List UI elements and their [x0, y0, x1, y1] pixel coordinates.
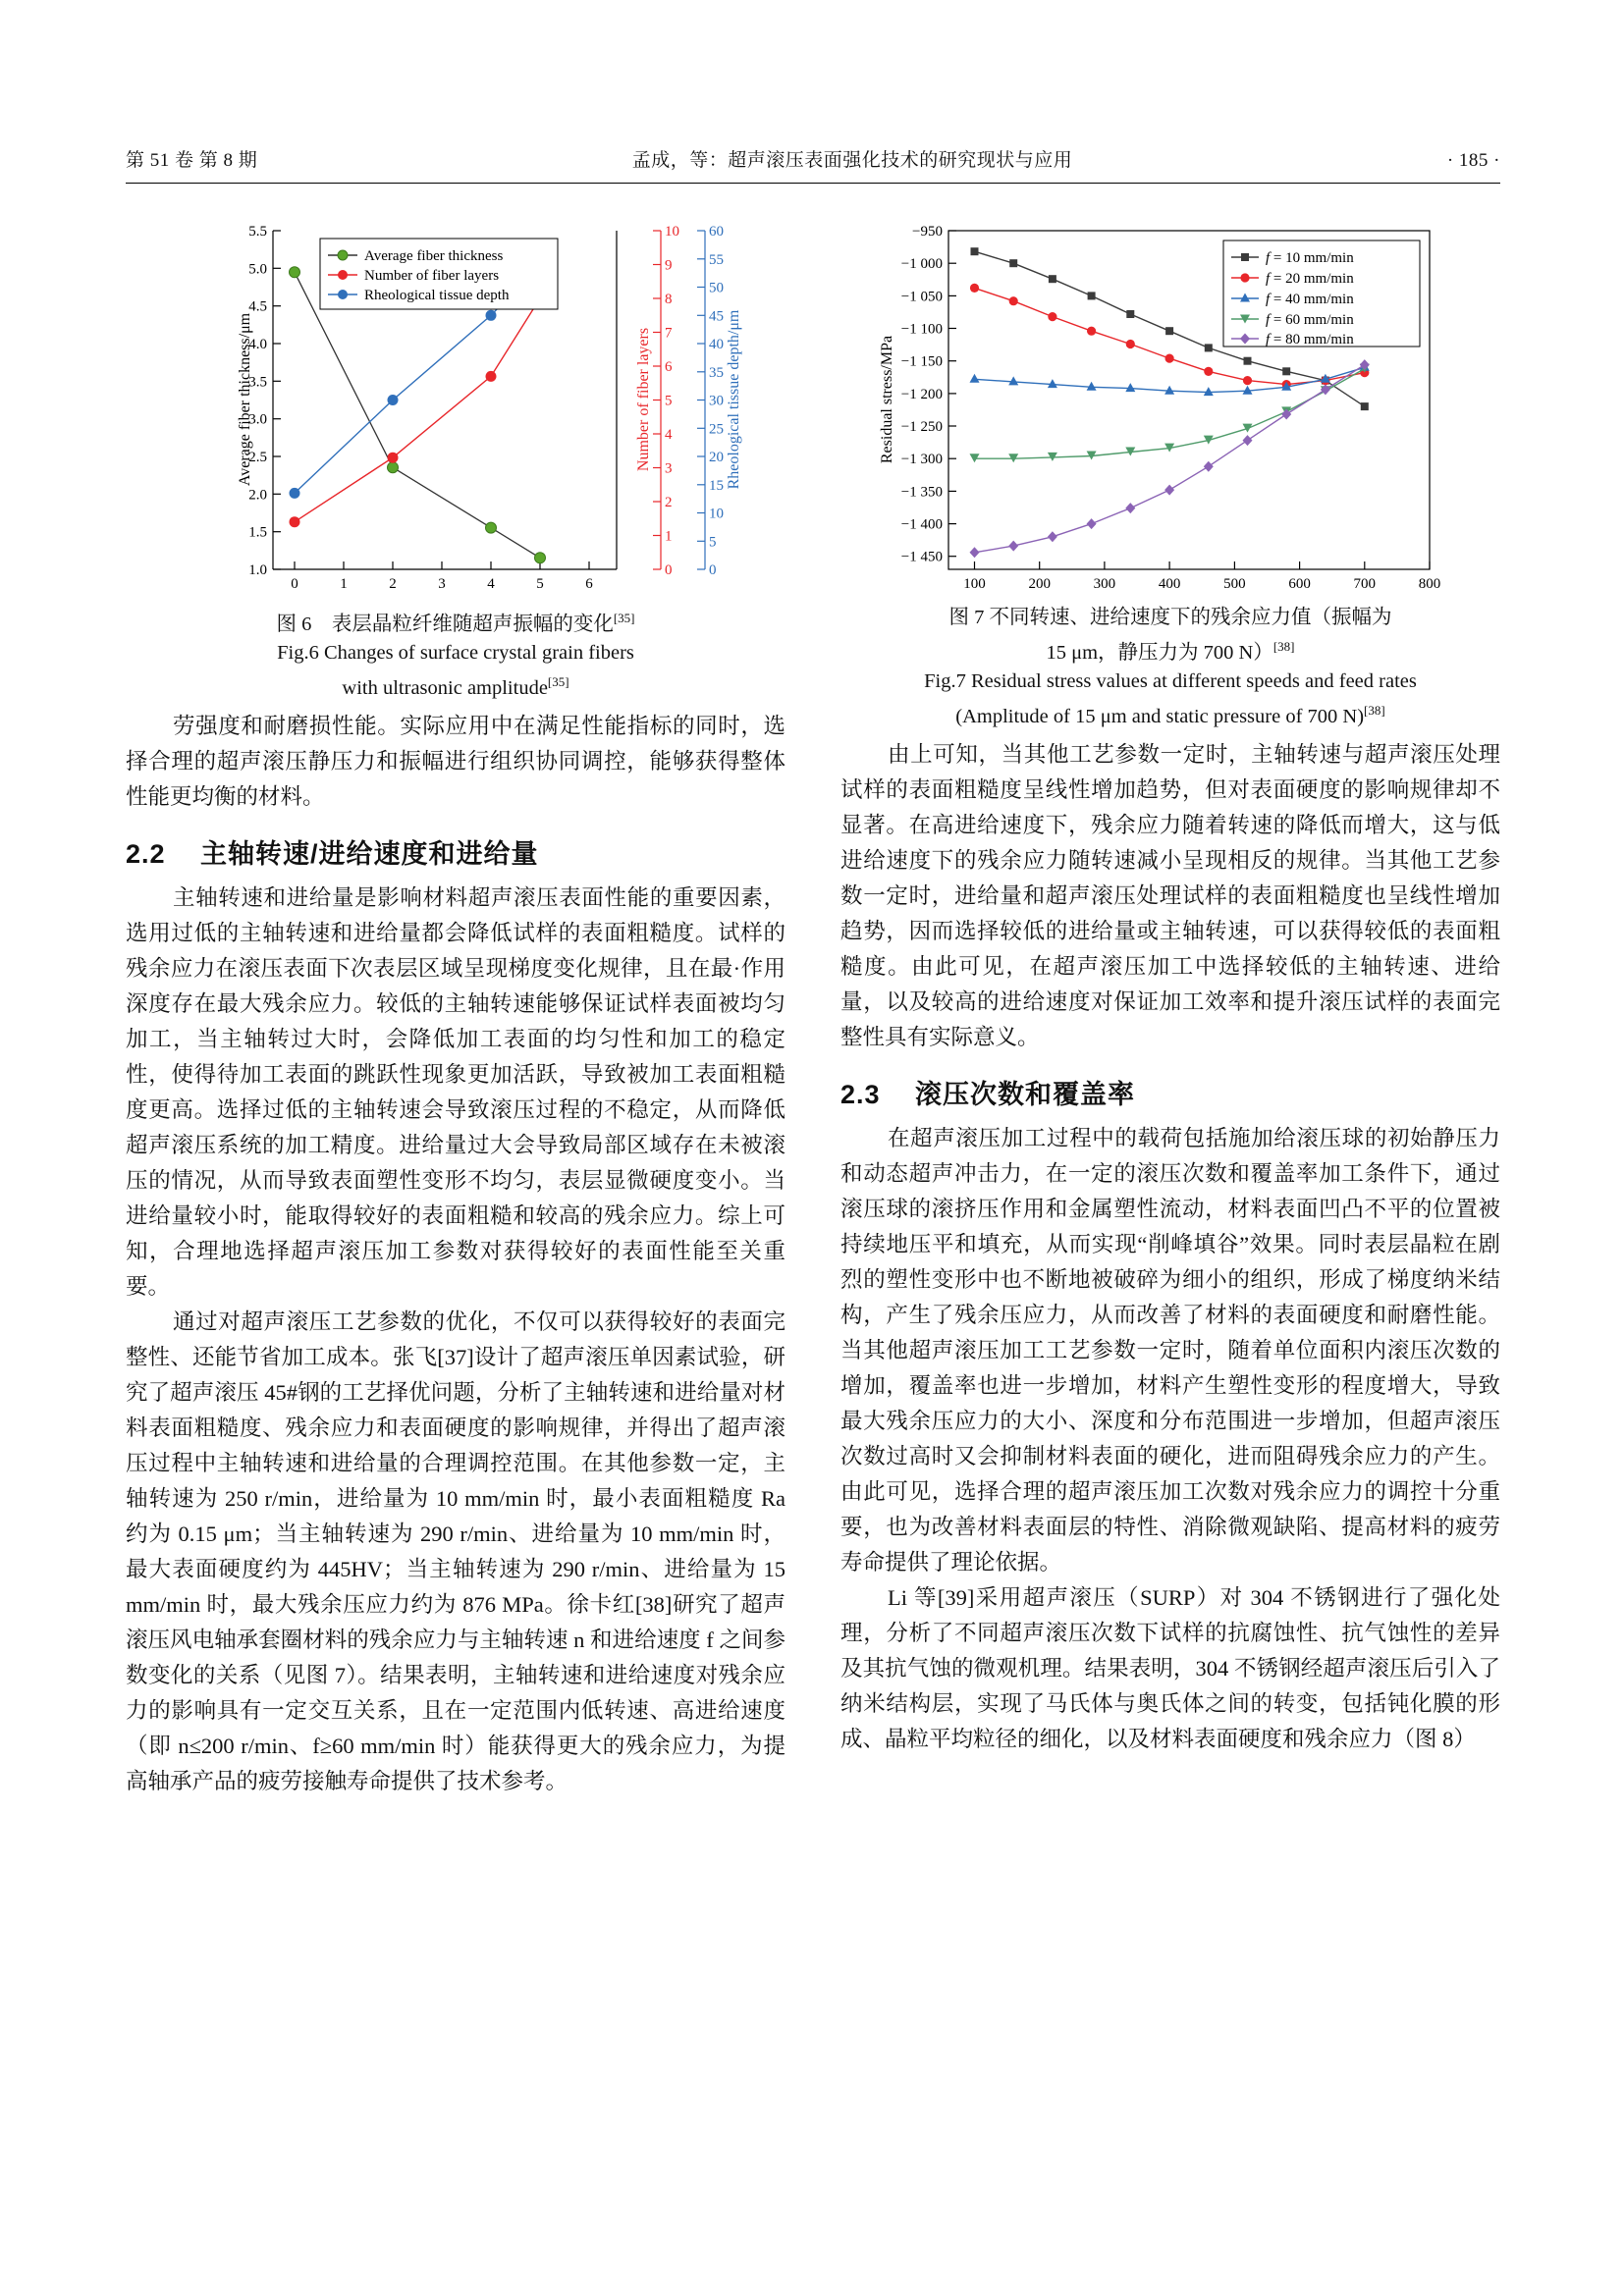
header-title: 孟成，等：超声滚压表面强化技术的研究现状与应用	[631, 150, 1073, 171]
svg-text:−1 000: −1 000	[900, 256, 943, 273]
svg-text:200: 200	[1028, 576, 1051, 592]
svg-text:Number of fiber layers: Number of fiber layers	[635, 327, 652, 472]
svg-text:800: 800	[1418, 576, 1441, 592]
svg-text:7: 7	[665, 325, 673, 342]
svg-text:Average fiber thickness: Average fiber thickness	[364, 248, 504, 264]
section-2-3-title: 滚压次数和覆盖率	[915, 1079, 1135, 1109]
right-para-2: 在超声滚压加工过程中的载荷包括施加给滚压球的初始静压力和动态超声冲击力，在一定的滚压次数和覆盖率加工条件下，通过滚压球的滚挤压作用和金属塑性流动，材料表面凹凸不平的位置被持续地压平和填充，从而实现“削峰填谷”效果。同时表层晶粒在剧烈的塑性变形中也不断地被破碎为细小的组织，形成了梯度纳米结构，产生了残余压应力，从而改善了材料的表面硬度和耐磨性能。当其他超声滚压加工工艺参数一定时，随着单位面积内滚压次数的增加，覆盖率也进一步增加，材料产生塑性变形的程度增大，导致最大残余压应力的大小、深度和分布范围进一步增加，但超声滚压次数过高时又会抑制材料表面的硬化，进而阻碍残余应力的产生。由此可见，选择合理的超声滚压加工次数对残余应力的调控十分重要，也为改善材料表面层的特性、消除微观缺陷、提高材料的疲劳寿命提供了理论依据。	[840, 1125, 1500, 1575]
svg-text:9: 9	[665, 257, 673, 274]
svg-text:55: 55	[709, 251, 724, 268]
svg-text:6: 6	[585, 576, 593, 592]
figure-6-caption	[126, 604, 785, 703]
figure-6-caption-cn-ref: [35]	[613, 611, 635, 625]
figure-6-caption-en-ref: [35]	[547, 673, 569, 689]
figure-6	[126, 201, 785, 703]
figure-7-chart	[840, 201, 1500, 594]
svg-text:−1 450: −1 450	[900, 549, 943, 565]
figure-6-caption-en-1: Fig.6 Changes of surface crystal grain fibers	[277, 641, 634, 664]
svg-text:Rheological tissue depth: Rheological tissue depth	[364, 288, 510, 303]
svg-text:3: 3	[438, 576, 446, 592]
figure-7-caption	[840, 604, 1500, 731]
svg-text:8: 8	[665, 292, 673, 307]
svg-text:700: 700	[1353, 576, 1377, 592]
svg-text:3: 3	[665, 460, 673, 477]
svg-text:1: 1	[340, 576, 348, 592]
header-volume: 第 51 卷 第 8 期	[126, 150, 258, 171]
figure-7-caption-en-2: (Amplitude of 15 μm and static pressure of 700 N)	[955, 705, 1365, 727]
svg-text:4.5: 4.5	[248, 298, 267, 315]
svg-text:4.0: 4.0	[248, 337, 267, 352]
svg-text:−1 050: −1 050	[900, 289, 943, 305]
svg-text:5: 5	[709, 534, 717, 551]
section-2-3-number: 2.3	[840, 1079, 881, 1109]
svg-text:10: 10	[665, 224, 679, 240]
svg-text:400: 400	[1158, 576, 1181, 592]
svg-text:3.0: 3.0	[248, 411, 267, 428]
svg-text:−1 150: −1 150	[900, 353, 943, 370]
page-number: · 185 ·	[1446, 150, 1500, 171]
figure-7	[840, 201, 1500, 731]
figure-7-caption-cn-ref: [38]	[1272, 639, 1295, 654]
right-para-1: 由上可知，当其他工艺参数一定时，主轴转速与超声滚压处理试样的表面粗糙度呈线性增加趋势，但对表面硬度的影响规律却不显著。在高进给速度下，残余应力随着转速的降低而增大，这与低进给速度下的残余应力随转速减小呈现相反的规律。当其他工艺参数一定时，进给量和超声滚压处理试样的表面粗糙度也呈线性增加趋势，因而选择较低的进给量或主轴转速，可以获得较低的表面粗糙度。由此可见，在超声滚压加工中选择较低的主轴转速、进给量，以及较高的进给速度对保证加工效率和提升滚压试样的表面完整性具有实际意义。	[840, 741, 1500, 1049]
left-para-3: 通过对超声滚压工艺参数的优化，不仅可以获得较好的表面完整性、还能节省加工成本。张飞[37]设计了超声滚压单因素试验，研究了超声滚压 45#钢的工艺择优问题，分析了主轴转速和进给量对材料表面粗糙度、残余应力和表面硬度的影响规律，并得出了超声滚压过程中主轴转速和进给量的合理调控范围。在其他参数一定，主轴转速为 250 r/min，进给量为 10 mm/min 时，最小表面粗糙度 Ra 约为 0.15 μm；当主轴转速为 290 r/min、进给量为 10 mm/min 时，最大表面硬度约为 445HV；当主轴转速为 290 r/min、进给量为 15 mm/min 时，最大残余压应力约为 876 MPa。徐卡红[38]研究了超声滚压风电轴承套圈材料的残余应力与主轴转速 n 和进给速度 f 之间参数变化的关系（见图 7）。结果表明，主轴转速和进给速度对残余应力的影响具有一定交互关系，且在一定范围内低转速、高进给速度（即 n≤200 r/min、f≥60 mm/min 时）能获得更大的残余应力，为提高轴承产品的疲劳接触寿命提供了技术参考。	[126, 1308, 785, 1793]
svg-text:Residual stress/MPa: Residual stress/MPa	[879, 335, 895, 464]
svg-text:2.5: 2.5	[248, 450, 267, 465]
article-columns	[126, 201, 1500, 1799]
svg-text:2: 2	[389, 576, 397, 592]
figure-7-svg	[840, 201, 1500, 594]
figure-7-caption-en-ref: [38]	[1364, 702, 1385, 718]
svg-text:5: 5	[665, 393, 673, 409]
figure-6-caption-cn: 图 6 表层晶粒纤维随超声振幅的变化	[276, 613, 614, 635]
svg-text:5.5: 5.5	[248, 224, 267, 240]
right-column	[840, 201, 1500, 1799]
figure-7-caption-en-1: Fig.7 Residual stress values at different speeds and feed rates	[924, 669, 1417, 692]
svg-text:−950: −950	[912, 224, 943, 240]
figure-6-svg	[126, 201, 785, 594]
svg-text:5: 5	[536, 576, 544, 592]
section-2-2-heading	[126, 832, 785, 871]
svg-text:4: 4	[665, 427, 673, 443]
svg-text:25: 25	[709, 421, 724, 438]
header-divider	[126, 183, 1500, 184]
svg-text:2.0: 2.0	[248, 487, 267, 504]
page-header	[126, 145, 1500, 172]
svg-text:f = 10 mm/min: f = 10 mm/min	[1266, 250, 1354, 266]
svg-text:f = 80 mm/min: f = 80 mm/min	[1266, 332, 1354, 347]
svg-text:−1 100: −1 100	[900, 321, 943, 338]
svg-text:1.0: 1.0	[248, 562, 267, 578]
left-para-1: 劳强度和耐磨损性能。实际应用中在满足性能指标的同时，选择合理的超声滚压静压力和振幅进行组织协同调控，能够获得整体性能更均衡的材料。	[126, 713, 785, 809]
left-column	[126, 201, 785, 1799]
svg-text:f = 60 mm/min: f = 60 mm/min	[1266, 312, 1354, 328]
svg-text:0: 0	[709, 562, 717, 578]
svg-text:Number of fiber layers: Number of fiber layers	[364, 268, 500, 284]
svg-text:600: 600	[1288, 576, 1311, 592]
section-2-2-title: 主轴转速/进给速度和进给量	[200, 838, 539, 869]
svg-text:−1 250: −1 250	[900, 419, 943, 435]
section-2-3-heading	[840, 1073, 1500, 1111]
figure-6-chart	[126, 201, 785, 594]
svg-text:−1 200: −1 200	[900, 386, 943, 402]
figure-6-legend	[320, 239, 558, 309]
svg-text:60: 60	[709, 224, 724, 240]
svg-text:5.0: 5.0	[248, 261, 267, 278]
svg-text:−1 300: −1 300	[900, 452, 943, 468]
figure-7-caption-cn-1: 图 7 不同转速、进给速度下的残余应力值（振幅为	[948, 607, 1392, 628]
svg-text:−1 350: −1 350	[900, 484, 943, 501]
svg-text:35: 35	[709, 364, 724, 381]
svg-text:0: 0	[665, 562, 673, 578]
svg-text:Rheological tissue depth/μm: Rheological tissue depth/μm	[726, 309, 742, 490]
svg-text:Average fiber thickness/μm: Average fiber thickness/μm	[237, 312, 253, 487]
svg-text:20: 20	[709, 450, 724, 465]
section-2-2-number: 2.2	[126, 838, 166, 869]
svg-text:−1 400: −1 400	[900, 516, 943, 533]
svg-text:0: 0	[291, 576, 298, 592]
svg-text:1: 1	[665, 528, 673, 545]
figure-7-caption-cn-2: 15 μm，静压力为 700 N）	[1046, 641, 1273, 664]
svg-text:6: 6	[665, 359, 673, 375]
svg-text:500: 500	[1223, 576, 1246, 592]
svg-text:3.5: 3.5	[248, 374, 267, 391]
svg-text:50: 50	[709, 280, 724, 296]
left-para-2: 主轴转速和进给量是影响材料超声滚压表面性能的重要因素，选用过低的主轴转速和进给量都会降低试样的表面粗糙度。试样的残余应力在滚压表面下次表层区域呈现梯度变化规律，且在最·作用深度存在最大残余应力。较低的主轴转速能够保证试样表面被均匀加工，当主轴转过大时，会降低加工表面的均匀性和加工的稳定性，使得待加工表面的跳跃性现象更加活跃，导致被加工表面粗糙度更高。选择过低的主轴转速会导致滚压过程的不稳定，从而降低超声滚压系统的加工精度。进给量过大会导致局部区域存在未被滚压的情况，从而导致表面塑性变形不均匀，表层显微硬度变小。当进给量较小时，能取得较好的表面粗糙和较高的残余应力。综上可知，合理地选择超声滚压加工参数对获得较好的表面性能至关重要。	[126, 884, 785, 1299]
svg-text:40: 40	[709, 337, 724, 352]
svg-text:45: 45	[709, 308, 724, 325]
svg-text:f = 20 mm/min: f = 20 mm/min	[1266, 271, 1354, 287]
svg-text:f = 40 mm/min: f = 40 mm/min	[1266, 292, 1354, 307]
svg-text:1.5: 1.5	[248, 524, 267, 541]
figure-7-legend	[1223, 240, 1420, 347]
svg-text:300: 300	[1093, 576, 1116, 592]
svg-text:15: 15	[709, 477, 724, 494]
svg-text:30: 30	[709, 393, 724, 409]
figure-6-caption-en-2: with ultrasonic amplitude	[342, 676, 548, 699]
svg-text:2: 2	[665, 495, 673, 510]
svg-text:4: 4	[487, 576, 495, 592]
svg-text:10: 10	[709, 506, 724, 522]
right-para-3: Li 等[39]采用超声滚压（SURP）对 304 不锈钢进行了强化处理，分析了不同超声滚压次数下试样的抗腐蚀性、抗气蚀性的差异及其抗气蚀的微观机理。结果表明，304 不锈钢经超声滚压后引入了纳米结构层，实现了马氏体与奥氏体之间的转变，包括钝化膜的形成、晶粒平均粒径的细化，以及材料表面硬度和残余应力（图 8）	[840, 1584, 1500, 1751]
svg-text:100: 100	[963, 576, 986, 592]
